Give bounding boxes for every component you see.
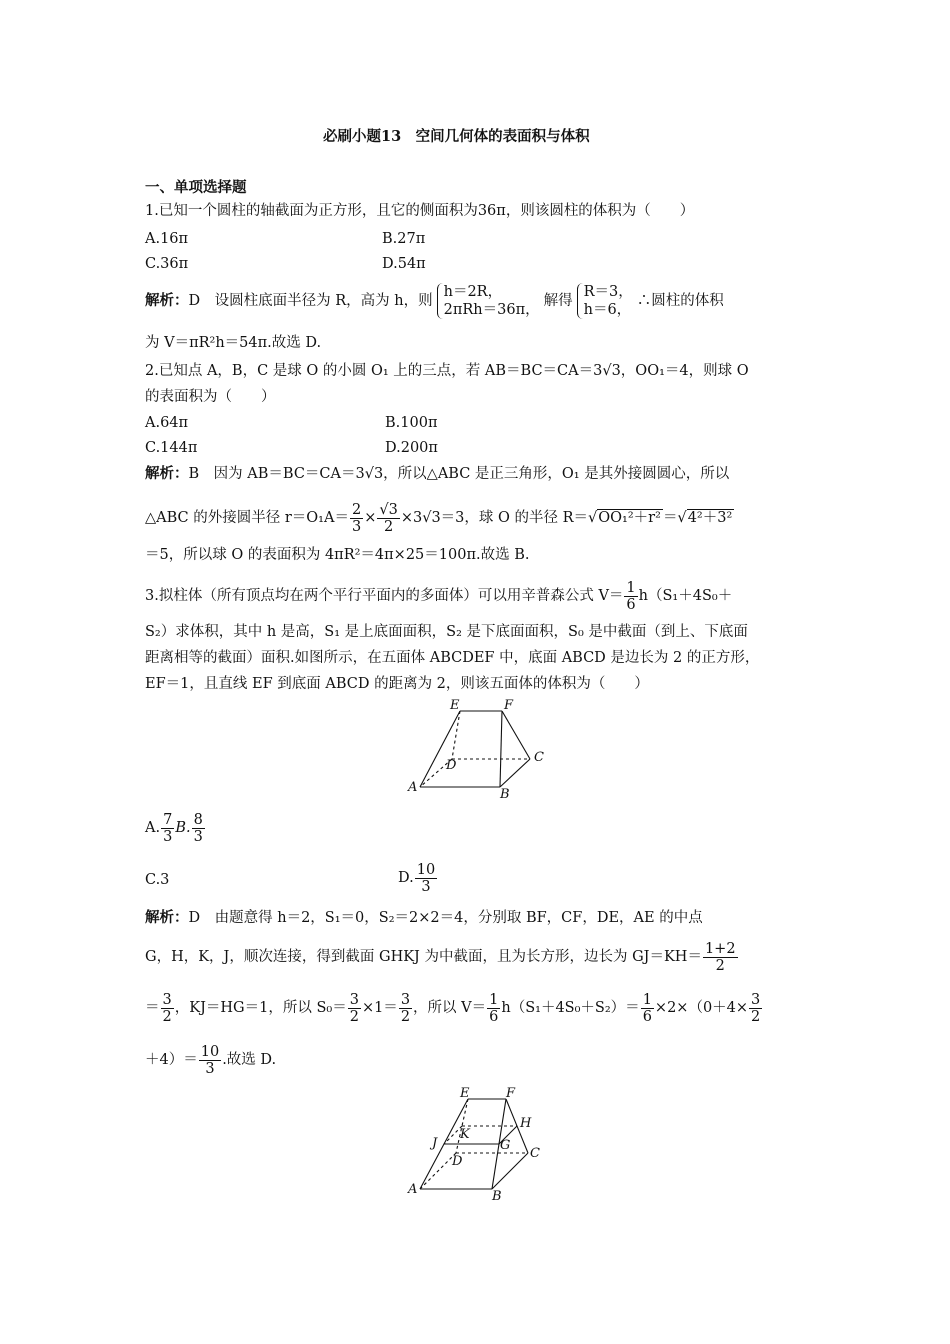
fig2-label-d: D [452, 1154, 463, 1169]
q3-option-a-fraction: $\frac{7}{3}$ [163, 811, 173, 845]
q3-option-c: C.3 [145, 872, 170, 888]
q1-solution-line2: 为 V＝πR²h＝54π.故选 D. [145, 335, 322, 351]
q3-solution-line3: ＝ $\frac{3}{2}$ ，KJ＝HG＝1，所以 S₀＝ $\frac{3}{2}$ ×1＝ $\frac{3}{2}$ ，所以 V＝ $\frac{1}{6}$ h（S₁＋4S₀＋S₂）＝ $\frac{1}{6}$ ×2×（0＋4× $\frac{3}{2}$ [145, 991, 761, 1025]
q2-solution-line1 [145, 464, 729, 484]
q1-solution-text: D 设圆柱底面半径为 R，高为 h，则 [188, 293, 433, 309]
q3-option-d-fraction: $\frac{10}{3}$ [416, 861, 436, 895]
q3-stem-line1: 3.拟柱体（所有顶点均在两个平行平面内的多面体）可以用辛普森公式 V＝ $\frac{1}{6}$ h（S₁＋4S₀＋ [145, 579, 733, 613]
fig1-label-d: D [446, 758, 457, 773]
q1-option-c: C.36π [145, 256, 189, 272]
fig2-label-k: K [460, 1127, 470, 1142]
q1-eq4: h＝6， [583, 302, 632, 318]
q1-option-a: A.16π [145, 231, 189, 247]
fig1-label-c: C [534, 750, 544, 765]
q2-solution-line2: △ABC 的外接圆半径 r＝O₁A＝ $\frac{2}{3}$ × $\frac{√3}{2}$ ×3√3＝3，球 O 的半径 R＝√OO₁²＋r² ＝√4²＋3² [145, 501, 733, 535]
figure-midsection [400, 1083, 560, 1203]
q2-stem-line1: 2.已知点 A，B，C 是球 O 的小圆 O₁ 上的三点，若 AB＝BC＝CA＝3√3，OO₁＝4，则球 O [145, 363, 749, 379]
q2-fraction-sqrt3-2: $\frac{√3}{2}$ [379, 501, 398, 535]
fig2-label-b: B [492, 1189, 502, 1203]
q2-solution-line3: ＝5，所以球 O 的表面积为 4πR²＝4π×25＝100π.故选 B. [145, 547, 530, 563]
fig1-label-a: A [408, 780, 418, 795]
q2-solution-2a: △ABC 的外接圆半径 r＝O₁A＝ [145, 510, 349, 526]
q3-fraction-1-6: $\frac{1}{6}$ [626, 579, 636, 613]
q1-eq3: R＝3， [583, 284, 633, 300]
q2-option-a: A.64π [145, 415, 189, 431]
q1-solution-mid: 解得 [543, 293, 573, 309]
q3-option-b-fraction: $\frac{8}{3}$ [193, 811, 203, 845]
q1-stem: 1.已知一个圆柱的轴截面为正方形，且它的侧面积为36π，则该圆柱的体积为（ ） [145, 203, 695, 219]
fig2-label-a: A [408, 1182, 418, 1197]
q3-stem-line3: 距离相等的截面）面积.如图所示，在五面体 ABCDEF 中，底面 ABCD 是边长为 2 的正方形， [145, 650, 760, 666]
q1-solution-line1 [145, 280, 724, 322]
q3-solution-line2: G，H，K，J，顺次连接，得到截面 GHKJ 为中截面，且为长方形，边长为 GJ＝KH＝ $\frac{1+2}{2}$ [145, 940, 736, 974]
q1-eq1: h＝2R， [443, 284, 503, 300]
q2-fraction-2-3: $\frac{2}{3}$ [351, 501, 362, 535]
q2-option-d: D.200π [385, 440, 438, 456]
page-title: 必刷小题13 空间几何体的表面积与体积 [323, 128, 590, 145]
fig2-label-j: J [432, 1136, 438, 1151]
q3-solution-label: 解析： [145, 909, 189, 926]
q3-stem-line4: EF＝1，且直线 EF 到底面 ABCD 的距离为 2，则该五面体的体积为（ ） [145, 676, 649, 692]
q2-radical-2: 4²＋3² [687, 510, 733, 526]
q2-option-b: B.100π [385, 415, 438, 431]
q3-stem-line2: S₂）求体积，其中 h 是高，S₁ 是上底面面积，S₂ 是下底面面积，S₀ 是中截面（到上、下底面 [145, 624, 748, 640]
q2-solution-text: B 因为 AB＝BC＝CA＝3√3，所以△ABC 是正三角形，O₁ 是其外接圆圆心，所以 [188, 466, 730, 482]
q2-stem-line2: 的表面积为（ ） [145, 389, 276, 405]
q1-solution-end: ∴圆柱的体积 [636, 293, 724, 309]
q3-solution-line4: ＋4）＝ $\frac{10}{3}$ .故选 D. [145, 1043, 277, 1077]
fig2-label-e: E [460, 1086, 470, 1101]
q1-option-d: D.54π [382, 256, 426, 272]
q1-solution-label: 解析： [145, 292, 189, 309]
q1-system-1 [437, 283, 540, 319]
q1-option-b: B.27π [382, 231, 426, 247]
fig2-label-c: C [530, 1146, 540, 1161]
q3-fraction-1plus2-2: $\frac{1+2}{2}$ [704, 940, 736, 974]
figure-pentahedron [400, 695, 560, 800]
fig1-label-b: B [500, 787, 510, 800]
q3-solution-line1: 解析：D 由题意得 h＝2，S₁＝0，S₂＝2×2＝4，分别取 BF，CF，DE，AE 的中点 [145, 909, 703, 926]
q3-option-ab: A. $\frac{7}{3}$ B. $\frac{8}{3}$ [145, 811, 203, 845]
q2-option-c: C.144π [145, 440, 198, 456]
q2-solution-label: 解析： [145, 465, 189, 482]
q2-radical-1: OO₁²＋r² [598, 510, 661, 526]
fig1-label-e: E [450, 698, 460, 713]
q3-option-d: D. $\frac{10}{3}$ [398, 861, 436, 895]
q2-solution-2b: ×3√3＝3，球 O 的半径 R＝ [400, 510, 589, 526]
fig2-label-f: F [506, 1086, 516, 1101]
fig1-label-f: F [504, 698, 514, 713]
fig2-label-g: G [500, 1138, 511, 1153]
q1-system-2 [577, 283, 633, 319]
fig2-label-h: H [520, 1116, 532, 1131]
q1-eq2: 2πRh＝36π， [443, 302, 540, 318]
section-heading: 一、单项选择题 [145, 179, 247, 196]
